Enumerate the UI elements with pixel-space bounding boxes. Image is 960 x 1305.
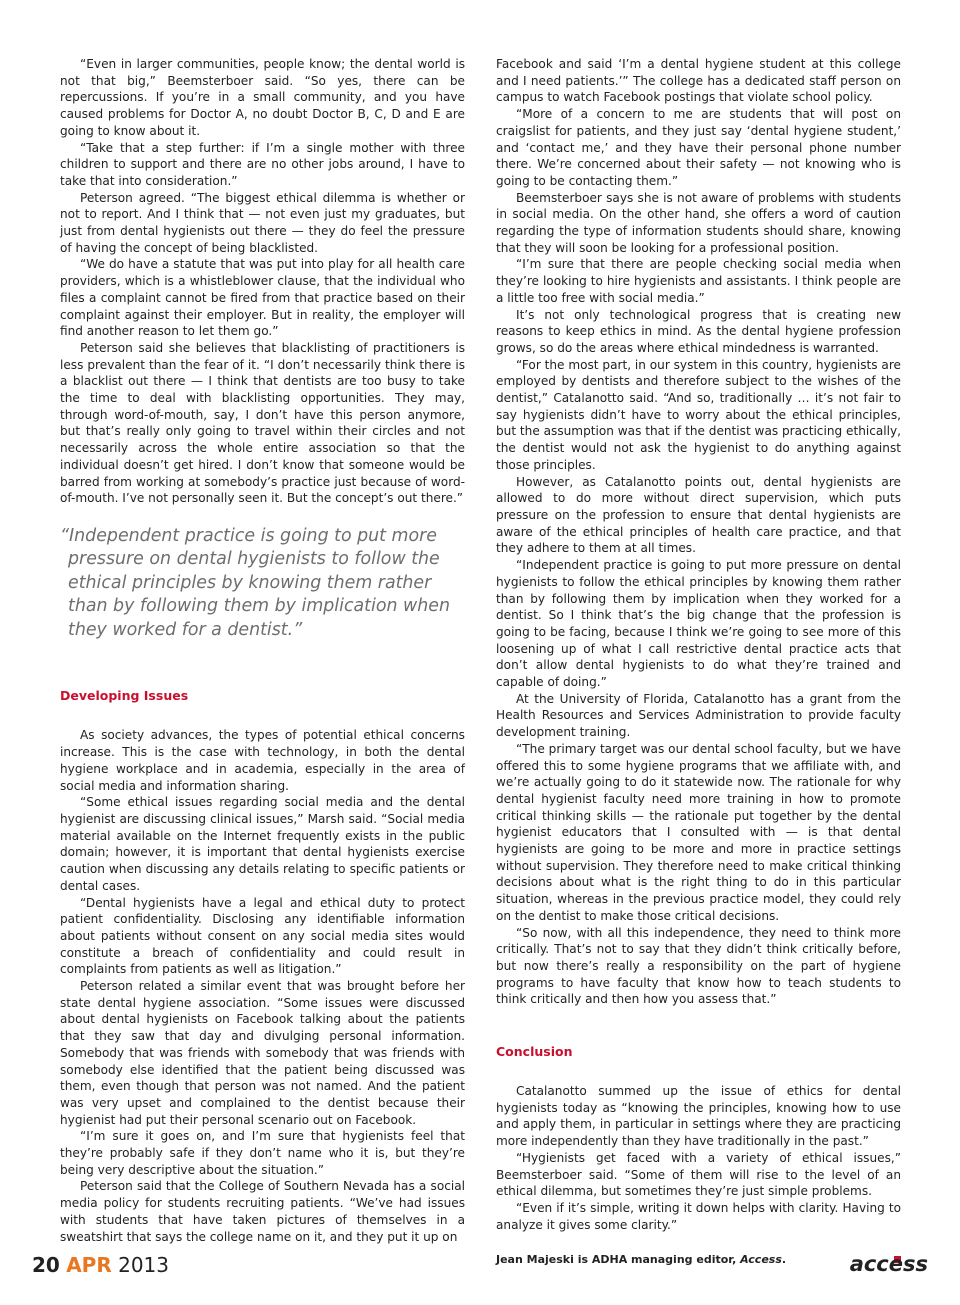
- body-paragraph: Peterson related a similar event that was brought before her state dental hygiene association. “Some issues were discussed about dental hygienists on Facebook talking about the patients that they saw that day and divulging personal information. Somebody that was friends with somebody that was friends with somebody else identified that the patient being discussed was them, even though that person was not named. And the patient was very upset and complained to the dentist because their hygienist had put their personal scenario out on Facebook.: [60, 979, 465, 1127]
- body-paragraph: It’s not only technological progress that is creating new reasons to keep ethics in mind. As the dental hygiene profession grows, so do the areas where ethical mindedness is warranted.: [496, 307, 901, 355]
- body-paragraph: However, as Catalanotto points out, dental hygienists are allowed to do more without direct supervision, which puts pressure on the profession to ensure that dental hygienists are aware of the ethical principles of health care practice, and that they adhere to them at all times.: [496, 474, 901, 556]
- left-column: [60, 56, 465, 1245]
- issue-month: APR: [66, 1253, 112, 1277]
- body-paragraph: Peterson agreed. “The biggest ethical dilemma is whether or not to report. And I think that — not even just my graduates, but just from dental hygienists out there — they do feel the pressure of having the concept of being blacklisted.: [60, 190, 465, 255]
- body-paragraph: “Independent practice is going to put more pressure on dental hygienists to follow the ethical principles by knowing them rather than by following them by implication when they worked for a dentist. So I think that’s the big change that the profession is going to be facing, because I think we’re going to see more of this loosening up of what I call restrictive dental practice acts that don’t allow dental hygienists to do what they’re trained and capable of doing.”: [496, 558, 901, 690]
- byline-publication: Access: [740, 1253, 782, 1267]
- body-paragraph: “More of a concern to me are students that will post on craigslist for patients, and they just say ‘dental hygiene student,’ and ‘contact me,’ and they have their personal phone number there. We’re concerned about their safety — not knowing who is going to be contacting them.”: [496, 107, 901, 188]
- body-paragraph: Beemsterboer says she is not aware of problems with students in social media. On the other hand, she offers a word of caution regarding the type of information students should share, knowing that they will soon be looking for a professional position.: [496, 190, 901, 255]
- body-paragraph: “For the most part, in our system in this country, hygienists are employed by dentists and therefore subject to the wishes of the dentist,” Catalanotto said. “And so, traditionally … it’s not fair to say hygienists didn’t have to worry about the ethical principles, but the assumption was that if the dentist was practicing ethically, the dentist would not ask the hygienist to do anything against those principles.: [496, 357, 901, 472]
- page-number: 20: [32, 1253, 60, 1277]
- body-paragraph: As society advances, the types of potential ethical concerns increase. This is the case with technology, in both the dental hygiene workplace and in academia, especially in the area of social media and information sharing.: [60, 728, 465, 793]
- body-paragraph: “We do have a statute that was put into play for all health care providers, which is a whistleblower clause, that the individual who files a complaint cannot be fired from that practice based on their complaint against their employer. But in reality, the employer will find another reason to let them go.”: [60, 257, 465, 339]
- body-paragraph: Peterson said she believes that blacklisting of practitioners is less prevalent than the fear of it. “I don’t necessarily think there is a blacklist out there — I think that dentists are too busy to take the time to deal with blacklisting opportunities. They may, through word-of-mouth, say, I don’t have this person anymore, but that’s really only going to travel within their circles and not necessarily across the whole entire association so that the individual doesn’t get hired. I don’t know that someone would be barred from working at somebody’s practice just because of word-of-mouth. I’ve not personally seen it. But the concept’s out there.”: [60, 340, 465, 506]
- body-paragraph: “Dental hygienists have a legal and ethical duty to protect patient confidentiality. Disclosing any identifiable information about patients without consent on any social media sites would constitute a breach of confidentiality and could result in complaints from patients as well as litigation.”: [60, 895, 465, 977]
- page-folio: [32, 1253, 169, 1277]
- body-paragraph: “Some ethical issues regarding social media and the dental hygienist are discussing clinical issues,” Marsh said. “Social media material available on the Internet frequently exists in the public domain; however, it is important that dental hygienists exercise caution when discussing any details relating to specific patients or dental cases.: [60, 795, 465, 893]
- body-paragraph: “I’m sure that there are people checking social media when they’re looking to hire hygienists and assistants. I think people are a little too free with social media.”: [496, 257, 901, 305]
- body-paragraph: “I’m sure it goes on, and I’m sure that hygienists feel that they’re probably safe if they don’t name who it is, but they’re being very descriptive about the situation.”: [60, 1129, 465, 1177]
- body-paragraph: “The primary target was our dental school faculty, but we have offered this to some hygiene programs that we affiliate with, and we’re actually going to do it statewide now. The rationale for why dental hygienist faculty need more training in how to promote critical thinking skills — the rationale put together by the dental hygienist educators that I consulted with — is that dental hygienists are going to be more and more in practice settings without supervision. They therefore need to make critical thinking decisions about what is the right thing to do in this particular situation, whereas in the previous practice model, they could rely on the dentist to make those critical decisions.: [496, 741, 901, 923]
- publication-brand: access: [849, 1252, 928, 1276]
- section-heading-developing-issues: Developing Issues: [60, 688, 189, 704]
- body-paragraph: Catalanotto summed up the issue of ethics for dental hygienists today as “knowing the principles, knowing how to use and apply them, in particular in settings where they are practicing more independently than they have traditionally in the past.”: [496, 1084, 901, 1149]
- author-byline: [496, 1253, 901, 1266]
- body-paragraph: Peterson said that the College of Southern Nevada has a social media policy for students recruiting patients. “We’ve had issues with students that have taken pictures of themselves in a sweatshirt that says the college name on it, and they put it up on: [60, 1179, 465, 1244]
- body-paragraph: “Even in larger communities, people know; the dental world is not that big,” Beemsterboer said. “So yes, there can be repercussions. If you’re in a small community, and you have caused problems for Doctor A, no doubt Doctor B, C, D and E are going to know about it.: [60, 57, 465, 138]
- body-paragraph: “Hygienists get faced with a variety of ethical issues,” Beemsterboer said. “Some of them will rise to the level of an ethical dilemma, but sometimes they’re just simple problems.: [496, 1150, 901, 1199]
- issue-year: 2013: [118, 1253, 170, 1277]
- body-paragraph: “Even if it’s simple, writing it down helps with clarity. Having to analyze it gives some clarity.”: [496, 1201, 901, 1232]
- body-paragraph: At the University of Florida, Catalanotto has a grant from the Health Resources and Services Administration to provide faculty development training.: [496, 691, 901, 740]
- body-paragraph: Facebook and said ‘I’m a dental hygiene student at this college and I need patients.’” The college has a dedicated staff person on campus to watch Facebook postings that violate school policy.: [496, 57, 901, 105]
- section-heading-conclusion: Conclusion: [496, 1044, 573, 1060]
- byline-text: Jean Majeski is ADHA managing editor,: [496, 1253, 741, 1267]
- byline-period: .: [781, 1253, 787, 1267]
- pull-quote: “Independent practice is going to put more pressure on dental hygienists to follow the ethical principles by knowing them rather than by following them by implication when they worked for a dentist.”: [60, 525, 450, 640]
- body-paragraph: “Take that a step further: if I’m a single mother with three children to support and there are no other jobs around, I have to take that into consideration.”: [60, 140, 465, 188]
- right-column: [496, 56, 901, 1266]
- body-paragraph: “So now, with all this independence, they need to think more critically. That’s not to say that they didn’t think critically before, but now there’s really a responsibility on the part of hygiene programs to have faculty that know how to teach students to think critically and then how you assess that.”: [496, 925, 901, 1007]
